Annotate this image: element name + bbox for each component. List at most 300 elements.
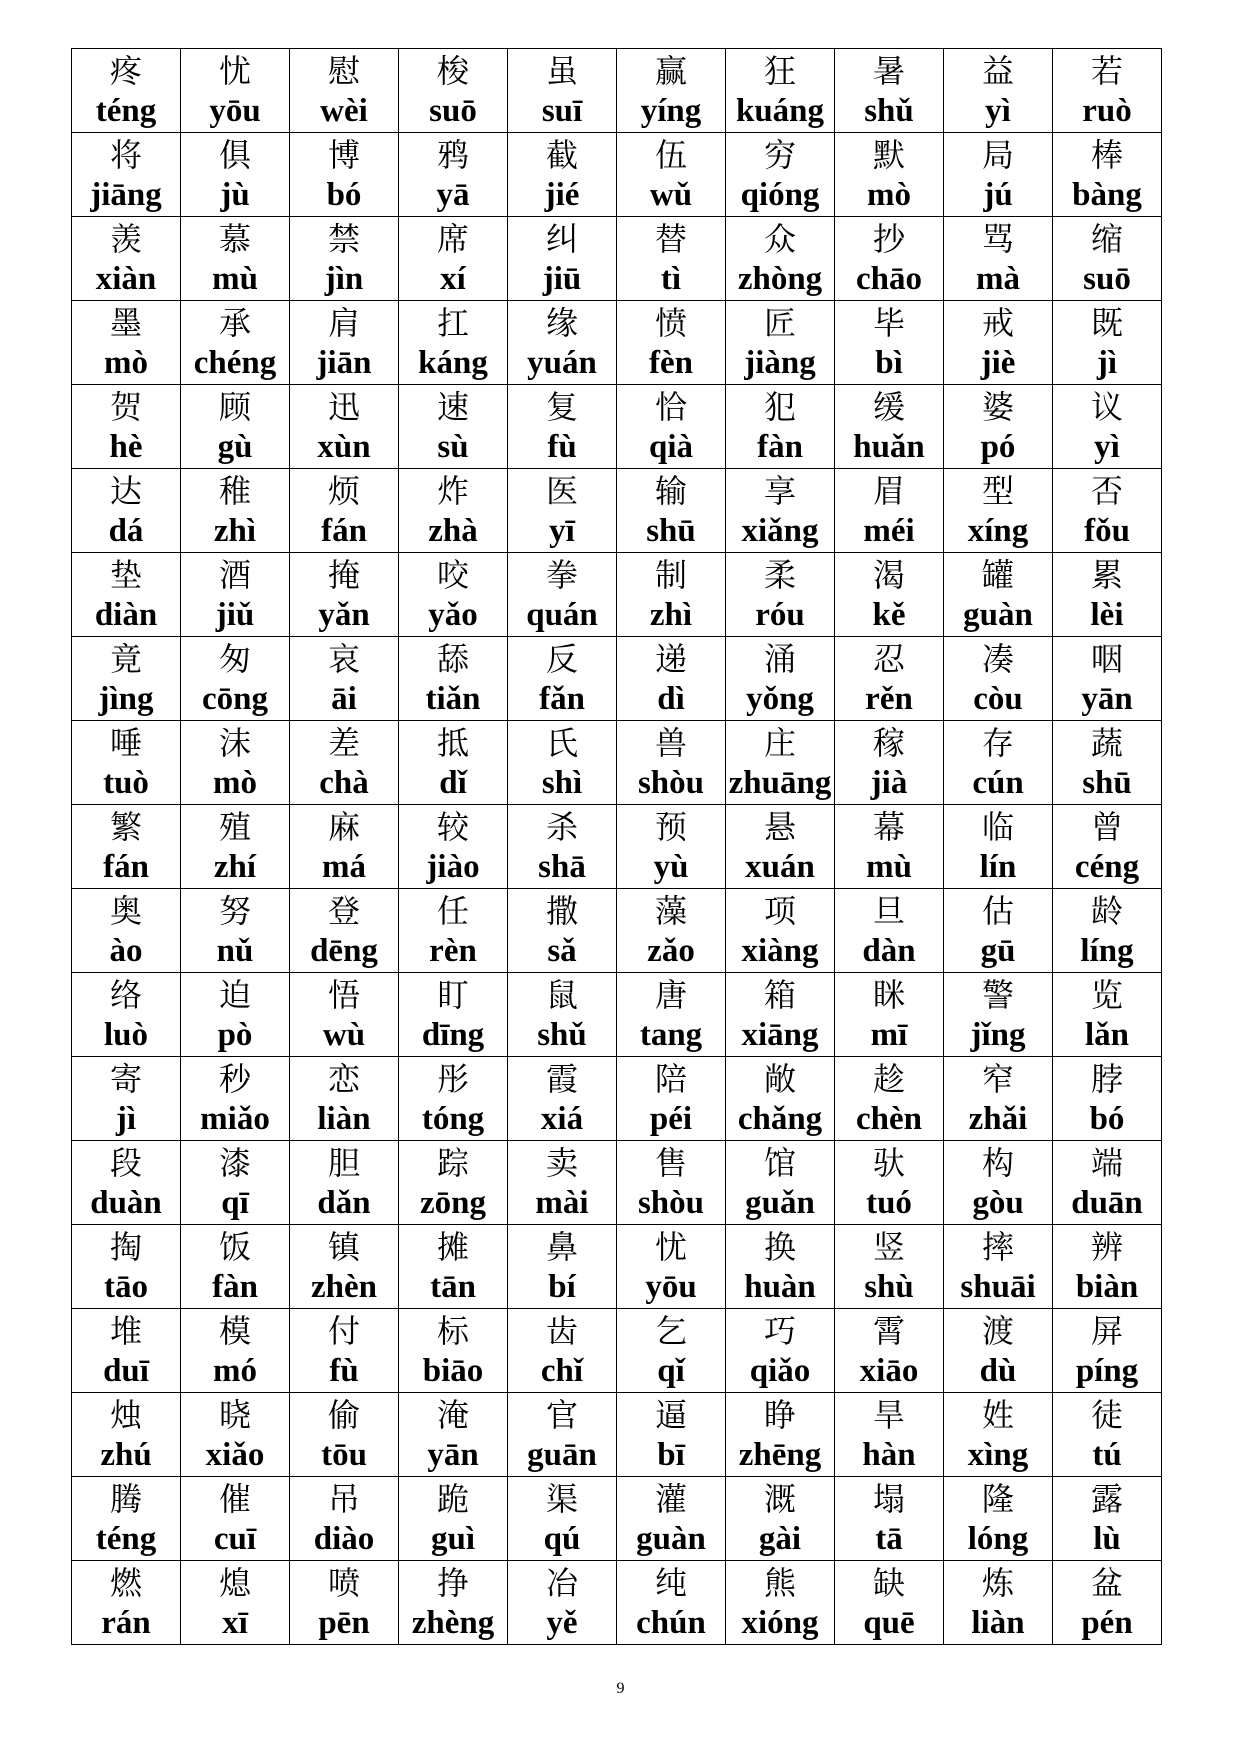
character-cell bbox=[72, 301, 181, 385]
character-cell bbox=[508, 469, 617, 553]
hanzi-character: 咬 bbox=[436, 555, 469, 594]
hanzi-character: 标 bbox=[436, 1311, 469, 1350]
character-cell bbox=[181, 973, 290, 1057]
hanzi-character: 慕 bbox=[218, 219, 251, 258]
character-cell bbox=[617, 1309, 726, 1393]
pinyin-reading: biāo bbox=[422, 1352, 484, 1389]
hanzi-character: 恰 bbox=[654, 387, 687, 426]
hanzi-character: 默 bbox=[872, 135, 905, 174]
hanzi-character: 纠 bbox=[545, 219, 578, 258]
pinyin-reading: yōu bbox=[209, 92, 261, 129]
pinyin-reading: jiǔ bbox=[215, 596, 255, 633]
character-cell bbox=[617, 301, 726, 385]
hanzi-character: 杀 bbox=[545, 807, 578, 846]
pinyin-reading: jiān bbox=[316, 344, 372, 381]
character-cell bbox=[944, 553, 1053, 637]
pinyin-reading: fàn bbox=[212, 1268, 258, 1305]
hanzi-character: 敞 bbox=[763, 1059, 796, 1098]
pinyin-reading: chǐ bbox=[540, 1352, 584, 1389]
pinyin-reading: gòu bbox=[972, 1184, 1024, 1221]
hanzi-character: 催 bbox=[218, 1479, 251, 1518]
character-cell bbox=[944, 385, 1053, 469]
character-cell bbox=[835, 973, 944, 1057]
character-cell bbox=[508, 1393, 617, 1477]
character-cell bbox=[399, 1057, 508, 1141]
character-cell bbox=[399, 49, 508, 133]
pinyin-reading: méi bbox=[863, 512, 915, 549]
character-cell bbox=[508, 1225, 617, 1309]
hanzi-character: 售 bbox=[654, 1143, 687, 1182]
hanzi-character: 忍 bbox=[872, 639, 905, 678]
pinyin-reading: gū bbox=[980, 932, 1016, 969]
hanzi-character: 麻 bbox=[327, 807, 360, 846]
hanzi-character: 晓 bbox=[218, 1395, 251, 1434]
pinyin-reading: shòu bbox=[637, 1184, 705, 1221]
character-cell bbox=[726, 1477, 835, 1561]
table-row bbox=[72, 805, 1162, 889]
character-cell bbox=[508, 1309, 617, 1393]
character-cell bbox=[1053, 133, 1162, 217]
hanzi-character: 缘 bbox=[545, 303, 578, 342]
character-cell bbox=[72, 889, 181, 973]
pinyin-reading: má bbox=[322, 848, 366, 885]
hanzi-character: 累 bbox=[1090, 555, 1123, 594]
pinyin-reading: yíng bbox=[640, 92, 702, 129]
hanzi-character: 驮 bbox=[872, 1143, 905, 1182]
table-row bbox=[72, 1309, 1162, 1393]
pinyin-reading: fèn bbox=[649, 344, 693, 381]
pinyin-reading: zhǎi bbox=[968, 1100, 1028, 1137]
character-cell bbox=[726, 1393, 835, 1477]
hanzi-character: 胆 bbox=[327, 1143, 360, 1182]
hanzi-character: 存 bbox=[981, 723, 1014, 762]
pinyin-reading: xióng bbox=[741, 1604, 819, 1641]
hanzi-character: 医 bbox=[545, 471, 578, 510]
character-cell bbox=[72, 385, 181, 469]
hanzi-character: 墨 bbox=[109, 303, 142, 342]
hanzi-character: 顾 bbox=[218, 387, 251, 426]
pinyin-reading: xiá bbox=[540, 1100, 584, 1137]
character-cell bbox=[290, 133, 399, 217]
pinyin-reading: jiū bbox=[542, 260, 582, 297]
character-cell bbox=[508, 973, 617, 1057]
pinyin-reading: ào bbox=[109, 932, 143, 969]
pinyin-reading: fàn bbox=[757, 428, 803, 465]
character-cell bbox=[72, 721, 181, 805]
character-cell bbox=[726, 1309, 835, 1393]
character-cell bbox=[508, 721, 617, 805]
pinyin-reading: hàn bbox=[862, 1436, 916, 1473]
pinyin-reading: guǎn bbox=[745, 1184, 815, 1221]
pinyin-reading: fù bbox=[329, 1352, 359, 1389]
hanzi-character: 熄 bbox=[218, 1563, 251, 1602]
hanzi-character: 局 bbox=[981, 135, 1014, 174]
hanzi-character: 溉 bbox=[763, 1479, 796, 1518]
character-cell bbox=[617, 553, 726, 637]
character-cell bbox=[181, 1141, 290, 1225]
character-cell bbox=[1053, 385, 1162, 469]
character-cell bbox=[835, 1309, 944, 1393]
hanzi-character: 箱 bbox=[763, 975, 796, 1014]
hanzi-character: 鸦 bbox=[436, 135, 469, 174]
pinyin-reading: tóng bbox=[421, 1100, 485, 1137]
pinyin-reading: dù bbox=[979, 1352, 1017, 1389]
pinyin-reading: miǎo bbox=[200, 1100, 270, 1137]
hanzi-character: 戒 bbox=[981, 303, 1014, 342]
hanzi-character: 喷 bbox=[327, 1563, 360, 1602]
character-cell bbox=[508, 385, 617, 469]
pinyin-reading: shǔ bbox=[537, 1016, 587, 1053]
character-cell bbox=[72, 49, 181, 133]
pinyin-reading: tuò bbox=[103, 764, 149, 801]
character-cell bbox=[399, 469, 508, 553]
pinyin-reading: zhuāng bbox=[728, 764, 832, 801]
character-cell bbox=[399, 1393, 508, 1477]
pinyin-reading: shòu bbox=[637, 764, 705, 801]
hanzi-character: 否 bbox=[1090, 471, 1123, 510]
pinyin-reading: xiāo bbox=[859, 1352, 919, 1389]
pinyin-reading: shǔ bbox=[864, 92, 914, 129]
pinyin-reading: suō bbox=[1083, 260, 1131, 297]
hanzi-character: 悟 bbox=[327, 975, 360, 1014]
character-cell bbox=[1053, 805, 1162, 889]
pinyin-reading: lù bbox=[1093, 1520, 1121, 1557]
character-cell bbox=[508, 805, 617, 889]
table-row bbox=[72, 301, 1162, 385]
hanzi-character: 输 bbox=[654, 471, 687, 510]
hanzi-character: 项 bbox=[763, 891, 796, 930]
character-cell bbox=[290, 1225, 399, 1309]
character-cell bbox=[399, 301, 508, 385]
character-cell bbox=[944, 973, 1053, 1057]
character-cell bbox=[1053, 973, 1162, 1057]
hanzi-character: 忧 bbox=[218, 51, 251, 90]
character-cell bbox=[181, 1393, 290, 1477]
hanzi-character: 暑 bbox=[872, 51, 905, 90]
hanzi-character: 熊 bbox=[763, 1563, 796, 1602]
table-row bbox=[72, 637, 1162, 721]
pinyin-reading: céng bbox=[1074, 848, 1140, 885]
pinyin-reading: dàn bbox=[862, 932, 916, 969]
character-cell bbox=[944, 889, 1053, 973]
table-row bbox=[72, 973, 1162, 1057]
hanzi-character: 咽 bbox=[1090, 639, 1123, 678]
hanzi-character: 官 bbox=[545, 1395, 578, 1434]
hanzi-character: 跪 bbox=[436, 1479, 469, 1518]
character-cell bbox=[835, 49, 944, 133]
pinyin-reading: mù bbox=[212, 260, 258, 297]
character-cell bbox=[72, 637, 181, 721]
pinyin-reading: shū bbox=[1082, 764, 1132, 801]
character-cell bbox=[726, 1225, 835, 1309]
character-cell bbox=[944, 301, 1053, 385]
pinyin-reading: rán bbox=[101, 1604, 151, 1641]
character-cell bbox=[181, 1561, 290, 1645]
character-cell bbox=[617, 805, 726, 889]
pinyin-reading: kuáng bbox=[735, 92, 825, 129]
hanzi-character: 垫 bbox=[109, 555, 142, 594]
pinyin-reading: yì bbox=[1094, 428, 1120, 465]
hanzi-character: 旱 bbox=[872, 1395, 905, 1434]
pinyin-reading: xí bbox=[440, 260, 466, 297]
pinyin-reading: tiǎn bbox=[425, 680, 481, 717]
hanzi-character: 姓 bbox=[981, 1395, 1014, 1434]
pinyin-reading: wù bbox=[322, 1016, 366, 1053]
pinyin-reading: duàn bbox=[90, 1184, 162, 1221]
pinyin-reading: bí bbox=[548, 1268, 576, 1305]
hanzi-character: 骂 bbox=[981, 219, 1014, 258]
character-cell bbox=[290, 217, 399, 301]
hanzi-character: 迫 bbox=[218, 975, 251, 1014]
character-cell bbox=[290, 1561, 399, 1645]
pinyin-reading: quē bbox=[863, 1604, 915, 1641]
character-cell bbox=[290, 1057, 399, 1141]
character-cell bbox=[181, 1057, 290, 1141]
pinyin-reading: shū bbox=[646, 512, 696, 549]
character-cell bbox=[617, 469, 726, 553]
pinyin-reading: fǎn bbox=[539, 680, 585, 717]
character-cell bbox=[835, 133, 944, 217]
hanzi-character: 逼 bbox=[654, 1395, 687, 1434]
character-cell bbox=[508, 133, 617, 217]
pinyin-reading: guì bbox=[430, 1520, 476, 1557]
hanzi-character: 漆 bbox=[218, 1143, 251, 1182]
pinyin-reading: biàn bbox=[1075, 1268, 1139, 1305]
hanzi-character: 踪 bbox=[436, 1143, 469, 1182]
hanzi-character: 虽 bbox=[545, 51, 578, 90]
pinyin-reading: xùn bbox=[317, 428, 371, 465]
character-cell bbox=[835, 385, 944, 469]
character-cell bbox=[290, 385, 399, 469]
character-cell bbox=[72, 805, 181, 889]
hanzi-character: 忧 bbox=[654, 1227, 687, 1266]
pinyin-reading: jìn bbox=[324, 260, 364, 297]
pinyin-reading: dá bbox=[108, 512, 144, 549]
character-cell bbox=[1053, 1057, 1162, 1141]
pinyin-reading: duī bbox=[103, 1352, 149, 1389]
page-number: 9 bbox=[616, 1680, 625, 1697]
hanzi-character: 差 bbox=[327, 723, 360, 762]
hanzi-character: 巧 bbox=[763, 1311, 796, 1350]
character-cell bbox=[944, 1561, 1053, 1645]
character-cell bbox=[72, 1561, 181, 1645]
hanzi-character: 端 bbox=[1090, 1143, 1123, 1182]
hanzi-character: 盆 bbox=[1090, 1563, 1123, 1602]
pinyin-reading: dēng bbox=[310, 932, 378, 969]
pinyin-reading: jiè bbox=[980, 344, 1016, 381]
pinyin-reading: suī bbox=[541, 92, 583, 129]
character-cell bbox=[508, 637, 617, 721]
character-cell bbox=[181, 1225, 290, 1309]
character-cell bbox=[181, 637, 290, 721]
hanzi-character: 哀 bbox=[327, 639, 360, 678]
pinyin-reading: wǔ bbox=[649, 176, 693, 213]
pinyin-reading: tuó bbox=[866, 1184, 912, 1221]
pinyin-reading: jì bbox=[1096, 344, 1118, 381]
pinyin-reading: fán bbox=[321, 512, 367, 549]
pinyin-reading: zhèn bbox=[311, 1268, 377, 1305]
character-cell bbox=[181, 1309, 290, 1393]
hanzi-character: 贺 bbox=[109, 387, 142, 426]
hanzi-character: 齿 bbox=[545, 1311, 578, 1350]
pinyin-reading: tān bbox=[430, 1268, 476, 1305]
hanzi-character: 享 bbox=[763, 471, 796, 510]
pinyin-reading: dǐ bbox=[439, 764, 467, 801]
character-cell bbox=[726, 385, 835, 469]
hanzi-character: 彤 bbox=[436, 1059, 469, 1098]
character-cell bbox=[944, 217, 1053, 301]
character-cell bbox=[944, 1309, 1053, 1393]
hanzi-character: 疼 bbox=[109, 51, 142, 90]
hanzi-character: 炼 bbox=[981, 1563, 1014, 1602]
table-row bbox=[72, 217, 1162, 301]
pinyin-reading: mài bbox=[535, 1184, 589, 1221]
character-cell bbox=[399, 1561, 508, 1645]
pinyin-reading: tā bbox=[875, 1520, 903, 1557]
character-cell bbox=[835, 553, 944, 637]
character-cell bbox=[617, 385, 726, 469]
hanzi-character: 登 bbox=[327, 891, 360, 930]
pinyin-reading: quán bbox=[526, 596, 598, 633]
hanzi-character: 藻 bbox=[654, 891, 687, 930]
pinyin-reading: jiàng bbox=[744, 344, 816, 381]
character-cell bbox=[1053, 637, 1162, 721]
hanzi-character: 灌 bbox=[654, 1479, 687, 1518]
hanzi-character: 卖 bbox=[545, 1143, 578, 1182]
pinyin-reading: jìng bbox=[98, 680, 154, 717]
pinyin-reading: qià bbox=[648, 428, 694, 465]
hanzi-character: 堆 bbox=[109, 1311, 142, 1350]
hanzi-character: 隆 bbox=[981, 1479, 1014, 1518]
hanzi-character: 较 bbox=[436, 807, 469, 846]
character-cell bbox=[399, 1141, 508, 1225]
pinyin-reading: yǎo bbox=[428, 596, 478, 633]
hanzi-character: 络 bbox=[109, 975, 142, 1014]
hanzi-character: 趁 bbox=[872, 1059, 905, 1098]
hanzi-character: 偷 bbox=[327, 1395, 360, 1434]
pinyin-reading: suō bbox=[429, 92, 477, 129]
pinyin-reading: xiāng bbox=[741, 1016, 819, 1053]
pinyin-reading: bó bbox=[1089, 1100, 1125, 1137]
pinyin-reading: jú bbox=[983, 176, 1013, 213]
table-row bbox=[72, 1561, 1162, 1645]
pinyin-reading: fù bbox=[547, 428, 577, 465]
pinyin-reading: guàn bbox=[963, 596, 1033, 633]
character-cell bbox=[399, 721, 508, 805]
character-cell bbox=[835, 637, 944, 721]
pinyin-reading: yī bbox=[549, 512, 575, 549]
character-cell bbox=[617, 973, 726, 1057]
hanzi-character: 鼻 bbox=[545, 1227, 578, 1266]
hanzi-character: 塌 bbox=[872, 1479, 905, 1518]
table-row bbox=[72, 1141, 1162, 1225]
hanzi-character: 婆 bbox=[981, 387, 1014, 426]
pinyin-reading: yuán bbox=[527, 344, 597, 381]
hanzi-character: 纯 bbox=[654, 1563, 687, 1602]
table-row bbox=[72, 553, 1162, 637]
hanzi-character: 承 bbox=[218, 303, 251, 342]
character-cell bbox=[944, 1141, 1053, 1225]
pinyin-reading: lǎn bbox=[1084, 1016, 1130, 1053]
character-cell bbox=[1053, 49, 1162, 133]
character-cell bbox=[1053, 1561, 1162, 1645]
pinyin-reading: jì bbox=[115, 1100, 137, 1137]
pinyin-reading: liàn bbox=[971, 1604, 1025, 1641]
pinyin-reading: yōu bbox=[645, 1268, 697, 1305]
pinyin-reading: zhèng bbox=[411, 1604, 495, 1641]
character-cell bbox=[1053, 1477, 1162, 1561]
character-cell bbox=[617, 133, 726, 217]
hanzi-character: 腾 bbox=[109, 1479, 142, 1518]
pinyin-reading: tú bbox=[1092, 1436, 1122, 1473]
character-cell bbox=[835, 1561, 944, 1645]
hanzi-character: 复 bbox=[545, 387, 578, 426]
pinyin-reading: dǎn bbox=[317, 1184, 371, 1221]
hanzi-character: 禁 bbox=[327, 219, 360, 258]
hanzi-character: 付 bbox=[327, 1311, 360, 1350]
hanzi-character: 屏 bbox=[1090, 1311, 1123, 1350]
pinyin-reading: rěn bbox=[865, 680, 913, 717]
character-cell bbox=[726, 49, 835, 133]
pinyin-reading: tang bbox=[639, 1016, 703, 1053]
character-cell bbox=[290, 553, 399, 637]
pinyin-reading: qiǎo bbox=[749, 1352, 811, 1389]
hanzi-character: 唐 bbox=[654, 975, 687, 1014]
hanzi-character: 竖 bbox=[872, 1227, 905, 1266]
character-cell bbox=[944, 721, 1053, 805]
character-cell bbox=[835, 217, 944, 301]
pinyin-reading: zhí bbox=[213, 848, 257, 885]
hanzi-character: 愤 bbox=[654, 303, 687, 342]
pinyin-reading: shā bbox=[538, 848, 586, 885]
character-cell bbox=[181, 133, 290, 217]
character-cell bbox=[399, 1477, 508, 1561]
hanzi-character: 烦 bbox=[327, 471, 360, 510]
pinyin-reading: rèn bbox=[429, 932, 477, 969]
hanzi-character: 将 bbox=[109, 135, 142, 174]
hanzi-character: 霞 bbox=[545, 1059, 578, 1098]
pinyin-reading: ruò bbox=[1082, 92, 1132, 129]
pinyin-reading: diàn bbox=[94, 596, 158, 633]
character-cell bbox=[290, 1309, 399, 1393]
hanzi-character: 曾 bbox=[1090, 807, 1123, 846]
pinyin-character-table bbox=[71, 48, 1162, 1645]
pinyin-reading: gài bbox=[758, 1520, 802, 1557]
pinyin-reading: jiào bbox=[426, 848, 480, 885]
pinyin-reading: qǐ bbox=[657, 1352, 685, 1389]
character-cell bbox=[1053, 301, 1162, 385]
character-cell bbox=[399, 553, 508, 637]
character-cell bbox=[399, 385, 508, 469]
character-cell bbox=[726, 1141, 835, 1225]
hanzi-character: 睁 bbox=[763, 1395, 796, 1434]
character-cell bbox=[181, 889, 290, 973]
table-row bbox=[72, 469, 1162, 553]
hanzi-character: 羡 bbox=[109, 219, 142, 258]
hanzi-character: 沫 bbox=[218, 723, 251, 762]
character-cell bbox=[1053, 469, 1162, 553]
pinyin-reading: chún bbox=[636, 1604, 706, 1641]
hanzi-character: 炸 bbox=[436, 471, 469, 510]
table-row bbox=[72, 1393, 1162, 1477]
pinyin-reading: sù bbox=[437, 428, 469, 465]
character-cell bbox=[726, 301, 835, 385]
table-body bbox=[72, 49, 1162, 1645]
hanzi-character: 幕 bbox=[872, 807, 905, 846]
hanzi-character: 撒 bbox=[545, 891, 578, 930]
pinyin-reading: qī bbox=[221, 1184, 249, 1221]
hanzi-character: 露 bbox=[1090, 1479, 1123, 1518]
